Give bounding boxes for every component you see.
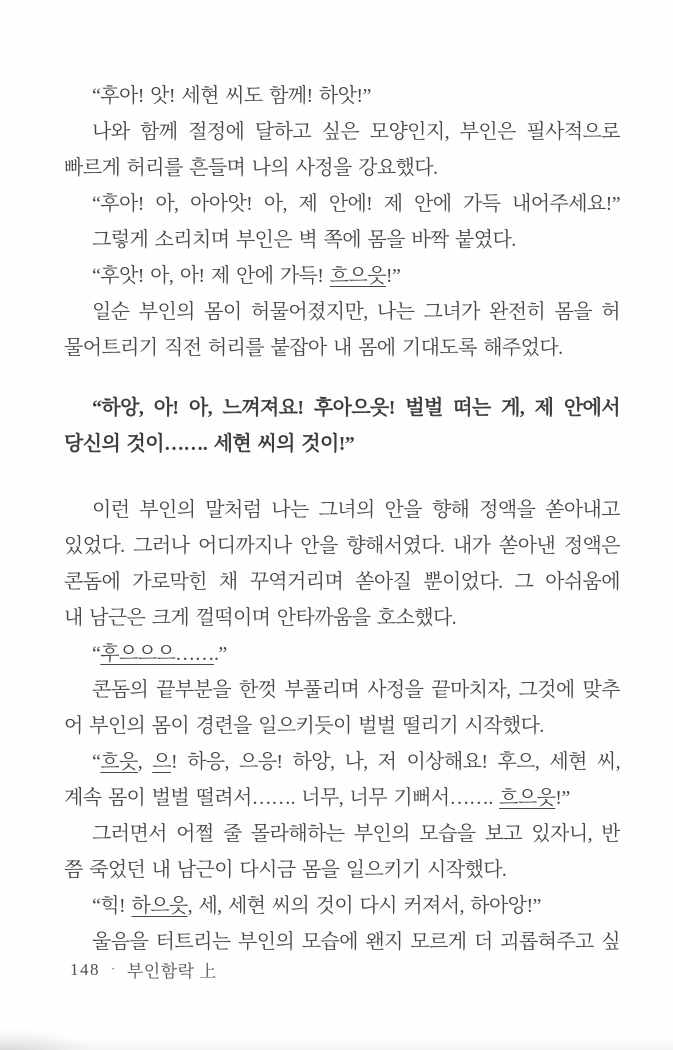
underlined-text-segment: 흐으읏: [499, 787, 556, 809]
text-line: [64, 330, 620, 366]
text-segment: 울음을 터트리는 부인의 모습에 왠지 모르게 더 괴롭혀주고 싶: [92, 931, 620, 953]
page-number: 148: [70, 959, 100, 979]
text-segment: 그렇게 소리치며 부인은 벽 쪽에 몸을 바짝 붙였다.: [92, 229, 516, 251]
page-footer: [70, 957, 217, 982]
text-segment: “: [92, 643, 101, 665]
text-segment: “: [92, 751, 101, 773]
text-segment: , 세, 세현 씨의 것이 다시 커져서, 하아앙!”: [187, 895, 541, 917]
text-segment: 있었다. 그러나 어디까지나 안을 향해서였다. 내가 쏟아낸 정액은: [64, 535, 620, 557]
text-line: [64, 78, 620, 114]
text-line: [64, 390, 620, 426]
text-segment: “하앙, 아! 아, 느껴져요! 후아으읏! 벌벌 떠는 게, 제 안에서: [92, 397, 620, 419]
text-line: [64, 186, 620, 222]
footer-separator-dot: ·: [111, 960, 116, 976]
text-segment: “힉!: [92, 895, 132, 917]
text-segment: .”: [213, 643, 227, 665]
text-line: [64, 852, 620, 888]
text-line: [64, 888, 620, 924]
underlined-text-segment: 후으으으……: [100, 643, 214, 665]
text-segment: 콘돔에 가로막힌 채 꾸역거리며 쏟아질 뿐이었다. 그 아쉬움에: [64, 571, 620, 593]
text-segment: 그러면서 어쩔 줄 몰라해하는 부인의 모습을 보고 있자니, 반: [92, 823, 620, 845]
text-line: [64, 780, 620, 816]
text-line: [64, 222, 620, 258]
book-title: 부인함락 上: [126, 962, 217, 981]
text-segment: ,: [137, 751, 153, 773]
text-line: [64, 294, 620, 330]
text-segment: !”: [385, 265, 401, 287]
text-segment: 당신의 것이……. 세현 씨의 것이!”: [64, 433, 355, 455]
text-line: [64, 564, 620, 600]
underlined-text-segment: 흐읏: [100, 751, 138, 773]
text-segment: “후아! 아, 아아앗! 아, 제 안에! 제 안에 가득 내어주세요!”: [92, 193, 620, 215]
text-line: [64, 426, 620, 462]
scan-corner-smudge: [0, 1028, 90, 1050]
scan-edge-shadow: [0, 1038, 673, 1050]
underlined-text-segment: 하으읏: [131, 895, 188, 917]
text-line: [64, 528, 620, 564]
text-segment: 내 남근은 크게 껄떡이며 안타까움을 호소했다.: [64, 607, 457, 629]
text-segment: 일순 부인의 몸이 허물어졌지만, 나는 그녀가 완전히 몸을 허: [92, 301, 620, 323]
text-line: [64, 708, 620, 744]
text-block: [64, 78, 620, 960]
text-segment: 계속 몸이 벌벌 떨려서……. 너무, 너무 기뻐서…….: [64, 787, 500, 809]
underlined-text-segment: 흐으읏: [329, 265, 386, 287]
text-segment: 빠르게 허리를 흔들며 나의 사정을 강요했다.: [64, 157, 438, 179]
text-line: [64, 600, 620, 636]
underlined-text-segment: 으: [152, 751, 171, 773]
text-segment: 나와 함께 절정에 달하고 싶은 모양인지, 부인은 필사적으로: [92, 121, 620, 143]
text-segment: “후앗! 아, 아! 제 안에 가득!: [92, 265, 330, 287]
text-line: [64, 672, 620, 708]
text-segment: “후아! 앗! 세현 씨도 함께! 하앗!”: [92, 85, 371, 107]
text-segment: 이런 부인의 말처럼 나는 그녀의 안을 향해 정액을 쏟아내고: [92, 499, 620, 521]
text-segment: 물어트리기 직전 허리를 붙잡아 내 몸에 기대도록 해주었다.: [64, 337, 563, 359]
text-line: [64, 924, 620, 960]
text-segment: !”: [555, 787, 570, 809]
text-line: [64, 492, 620, 528]
text-segment: ! 하응, 으응! 하앙, 나, 저 이상해요! 후으, 세현 씨,: [170, 751, 620, 773]
text-line: [64, 258, 620, 294]
text-line: [64, 816, 620, 852]
text-line: [64, 636, 620, 672]
text-segment: 쯤 죽었던 내 남근이 다시금 몸을 일으키기 시작했다.: [64, 859, 507, 881]
text-line: [64, 150, 620, 186]
text-line: [64, 114, 620, 150]
text-segment: 어 부인의 몸이 경련을 일으키듯이 벌벌 떨리기 시작했다.: [64, 715, 544, 737]
text-segment: 콘돔의 끝부분을 한껏 부풀리며 사정을 끝마치자, 그것에 맞추: [92, 679, 620, 701]
text-line: [64, 744, 620, 780]
